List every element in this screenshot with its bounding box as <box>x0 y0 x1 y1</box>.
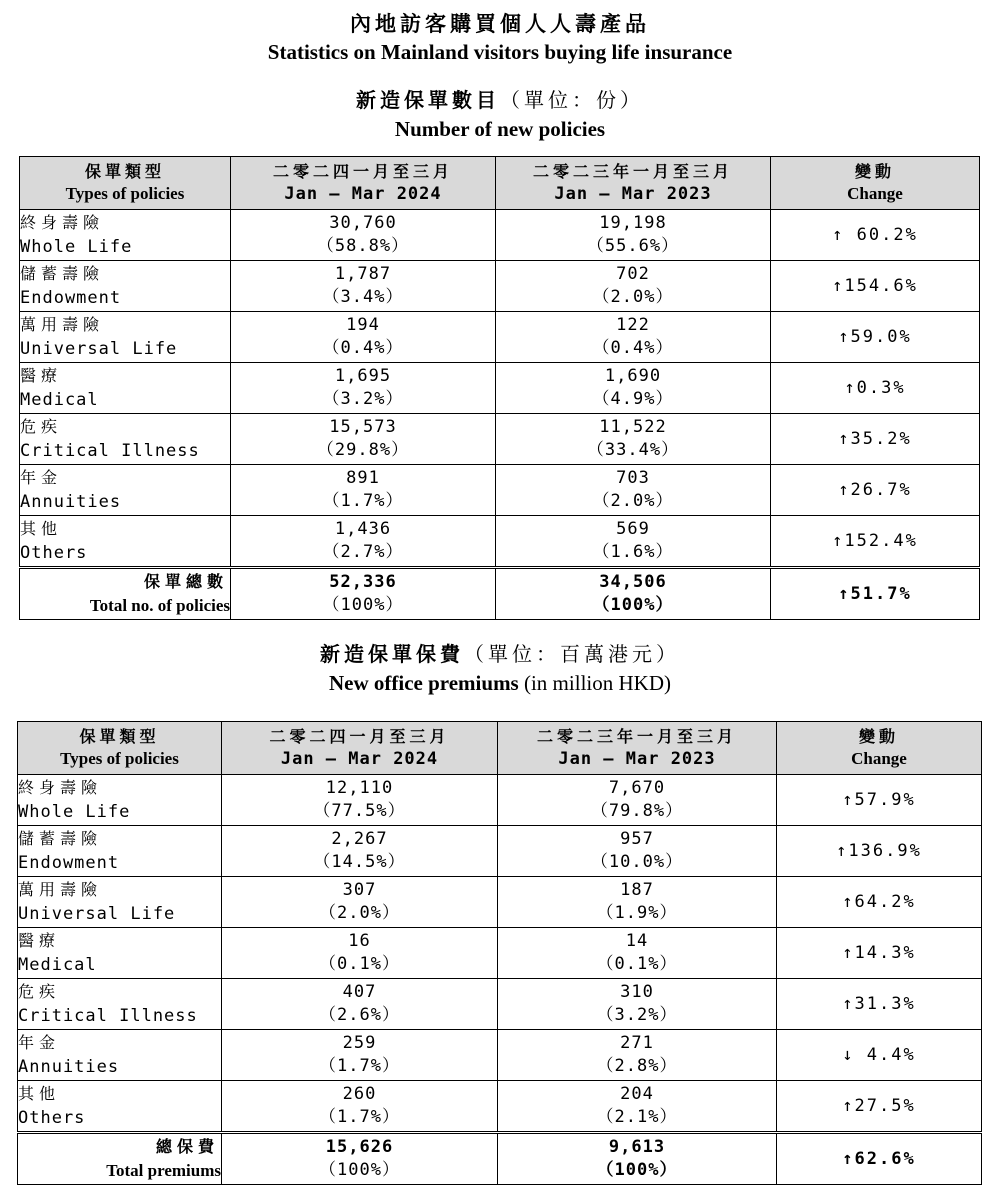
value-2023: 702 <box>616 264 650 284</box>
value-2023: 19,198 <box>599 213 667 233</box>
value-2024: 260 <box>342 1084 377 1104</box>
table-header-row <box>20 157 980 210</box>
value-2024: 307 <box>342 880 377 900</box>
col-header-change <box>771 157 980 210</box>
value-2023: 1,690 <box>604 366 662 386</box>
change-cell: ↑14.3% <box>777 928 982 979</box>
change-cell: ↑59.0% <box>771 312 980 363</box>
change-cell: ↑ 60.2% <box>771 210 980 261</box>
table-row <box>18 775 982 826</box>
policy-type-zh: 儲蓄壽險 <box>20 264 105 283</box>
policy-type-en: Universal Life <box>20 339 178 359</box>
value-2024: 16 <box>348 931 371 951</box>
col-header-type-zh: 保單類型 <box>79 727 160 746</box>
share-2023: （2.1%） <box>596 1107 678 1127</box>
total-label-en: Total no. of policies <box>89 596 230 615</box>
share-2024: （3.2%） <box>322 389 404 409</box>
table-row <box>20 465 980 516</box>
total-2024-cell <box>222 1133 498 1185</box>
share-2023: （2.0%） <box>592 491 674 511</box>
total-change-cell: ↑51.7% <box>771 568 980 620</box>
share-2024: （77.5%） <box>313 801 406 821</box>
policy-type-en: Critical Illness <box>20 441 200 461</box>
policy-type-en: Whole Life <box>18 802 131 822</box>
policy-type-cell <box>20 312 231 363</box>
table-row <box>18 979 982 1030</box>
share-2023: （0.1%） <box>596 954 678 974</box>
share-2024: （1.7%） <box>319 1107 400 1127</box>
policy-type-en: Others <box>18 1108 86 1128</box>
total-2023: 34,506 <box>599 572 667 592</box>
policy-type-cell <box>20 363 231 414</box>
share-2024: （0.1%） <box>319 954 400 974</box>
total-label-cell <box>20 568 231 620</box>
change-cell: ↑27.5% <box>777 1081 982 1133</box>
total-share-2024: （100%） <box>322 595 404 615</box>
value-2024: 12,110 <box>325 778 394 798</box>
col-header-2023-en: Jan – Mar 2023 <box>558 749 716 769</box>
value-2024-cell <box>231 210 496 261</box>
col-header-2024-en: Jan – Mar 2024 <box>284 184 442 204</box>
value-2023: 14 <box>625 931 649 951</box>
table-row <box>18 928 982 979</box>
table-row <box>20 312 980 363</box>
value-2024-cell <box>222 1081 498 1133</box>
value-2024: 407 <box>342 982 377 1002</box>
total-share-2024: （100%） <box>319 1160 400 1180</box>
col-header-2024-zh: 二零二四一月至三月 <box>272 162 453 181</box>
total-label-en: Total premiums <box>106 1161 221 1180</box>
page-title-block <box>0 8 1000 65</box>
col-header-change-en: Change <box>851 749 907 768</box>
value-2023: 187 <box>620 880 654 900</box>
change-cell: ↑152.4% <box>771 516 980 568</box>
value-2023-cell <box>496 210 771 261</box>
table-row <box>18 1030 982 1081</box>
value-2023: 703 <box>616 468 650 488</box>
premiums-heading-en: New office premiums (in million HKD) <box>329 671 671 695</box>
change-cell: ↑26.7% <box>771 465 980 516</box>
col-header-2024 <box>231 157 496 210</box>
col-header-change-zh: 變動 <box>858 727 899 746</box>
value-2024: 30,760 <box>329 213 397 233</box>
value-2024-cell <box>222 1030 498 1081</box>
value-2024-cell <box>222 877 498 928</box>
value-2023-cell <box>498 775 777 826</box>
col-header-type-en: Types of policies <box>65 184 185 203</box>
value-2023: 569 <box>616 519 650 539</box>
total-2024-cell <box>231 568 496 620</box>
total-2024: 52,336 <box>329 572 397 592</box>
share-2023: （2.8%） <box>596 1056 678 1076</box>
policy-type-zh: 儲蓄壽險 <box>18 829 103 848</box>
value-2024-cell <box>231 312 496 363</box>
total-2023-cell <box>496 568 771 620</box>
total-row <box>18 1133 982 1185</box>
policy-type-cell <box>18 979 222 1030</box>
total-change-cell: ↑62.6% <box>777 1133 982 1185</box>
value-2023: 122 <box>616 315 650 335</box>
share-2024: （29.8%） <box>316 440 410 460</box>
policy-type-cell <box>20 210 231 261</box>
share-2024: （2.0%） <box>319 903 400 923</box>
value-2024: 259 <box>342 1033 377 1053</box>
table-row <box>20 516 980 568</box>
premiums-table <box>17 721 982 1185</box>
change-cell: ↓ 4.4% <box>777 1030 982 1081</box>
value-2023-cell <box>498 979 777 1030</box>
policy-type-zh: 年金 <box>18 1033 61 1052</box>
value-2024: 2,267 <box>331 829 388 849</box>
col-header-change-zh: 變動 <box>854 162 895 181</box>
policy-type-zh: 醫療 <box>20 366 63 385</box>
value-2024-cell <box>222 775 498 826</box>
value-2023-cell <box>496 312 771 363</box>
policy-type-cell <box>18 928 222 979</box>
policies-heading-en: Number of new policies <box>394 117 606 141</box>
policy-type-zh: 萬用壽險 <box>18 880 103 899</box>
value-2024-cell <box>231 414 496 465</box>
policy-type-zh: 其他 <box>20 519 63 538</box>
value-2024: 891 <box>346 468 380 488</box>
page-title-en: Statistics on Mainland visitors buying life insurance <box>267 40 733 64</box>
policy-type-zh: 其他 <box>18 1084 61 1103</box>
col-header-type <box>18 722 222 775</box>
share-2023: （3.2%） <box>596 1005 678 1025</box>
total-2024: 15,626 <box>325 1137 394 1157</box>
share-2023: （2.0%） <box>592 287 674 307</box>
value-2024: 1,695 <box>334 366 392 386</box>
policy-type-cell <box>18 1081 222 1133</box>
total-share-2023: （100%） <box>596 1160 678 1180</box>
change-cell: ↑136.9% <box>777 826 982 877</box>
share-2023: （33.4%） <box>586 440 680 460</box>
page-title-zh: 內地訪客購買個人人壽產品 <box>350 11 650 36</box>
policy-type-en: Critical Illness <box>18 1006 198 1026</box>
col-header-type-zh: 保單類型 <box>84 162 165 181</box>
policy-type-cell <box>20 261 231 312</box>
policy-type-zh: 危疾 <box>18 982 61 1001</box>
table-header-row <box>18 722 982 775</box>
share-2024: （14.5%） <box>313 852 406 872</box>
policy-type-zh: 終身壽險 <box>18 778 103 797</box>
value-2024-cell <box>231 363 496 414</box>
table-row <box>20 210 980 261</box>
col-header-2024-zh: 二零二四一月至三月 <box>269 727 450 746</box>
policy-type-cell <box>20 465 231 516</box>
table-row <box>20 261 980 312</box>
policy-type-cell <box>18 826 222 877</box>
value-2024-cell <box>231 261 496 312</box>
total-label-cell <box>18 1133 222 1185</box>
change-cell: ↑0.3% <box>771 363 980 414</box>
value-2024: 1,787 <box>334 264 392 284</box>
total-label-zh: 總保費 <box>155 1137 219 1156</box>
col-header-2023-zh: 二零二三年一月至三月 <box>536 727 737 746</box>
policies-table <box>19 156 980 620</box>
col-header-2023 <box>496 157 771 210</box>
value-2023: 957 <box>620 829 654 849</box>
value-2024-cell <box>222 826 498 877</box>
share-2024: （1.7%） <box>319 1056 400 1076</box>
table-row <box>18 1081 982 1133</box>
value-2023-cell <box>498 928 777 979</box>
value-2023-cell <box>496 363 771 414</box>
value-2024: 194 <box>346 315 380 335</box>
table-row <box>20 414 980 465</box>
policy-type-cell <box>18 775 222 826</box>
col-header-change <box>777 722 982 775</box>
premiums-heading <box>0 638 1000 696</box>
policies-heading-zh: 新造保單數目（單位：份） <box>356 88 644 112</box>
share-2024: （0.4%） <box>322 338 404 358</box>
col-header-type <box>20 157 231 210</box>
policy-type-en: Whole Life <box>20 237 133 257</box>
total-2023-cell <box>498 1133 777 1185</box>
policy-type-cell <box>18 1030 222 1081</box>
value-2023: 310 <box>620 982 654 1002</box>
change-cell: ↑57.9% <box>777 775 982 826</box>
premiums-heading-zh: 新造保單保費（單位：百萬港元） <box>320 642 680 666</box>
share-2023: （1.6%） <box>592 542 674 562</box>
policy-type-en: Endowment <box>20 288 122 308</box>
share-2024: （2.6%） <box>319 1005 400 1025</box>
value-2024: 1,436 <box>334 519 392 539</box>
col-header-type-en: Types of policies <box>60 749 179 768</box>
col-header-2023-zh: 二零二三年一月至三月 <box>532 162 733 181</box>
value-2024-cell <box>231 465 496 516</box>
share-2023: （0.4%） <box>592 338 674 358</box>
share-2024: （1.7%） <box>322 491 404 511</box>
value-2024-cell <box>222 928 498 979</box>
share-2024: （2.7%） <box>322 542 404 562</box>
value-2024-cell <box>231 516 496 568</box>
policy-type-en: Annuities <box>20 492 122 512</box>
value-2024-cell <box>222 979 498 1030</box>
share-2024: （3.4%） <box>322 287 404 307</box>
value-2023-cell <box>496 516 771 568</box>
change-cell: ↑64.2% <box>777 877 982 928</box>
total-row <box>20 568 980 620</box>
value-2023-cell <box>498 1081 777 1133</box>
share-2023: （55.6%） <box>586 236 680 256</box>
col-header-2024 <box>222 722 498 775</box>
col-header-change-en: Change <box>847 184 903 203</box>
value-2023: 271 <box>620 1033 654 1053</box>
policy-type-en: Annuities <box>18 1057 120 1077</box>
value-2023: 204 <box>620 1084 654 1104</box>
total-label-zh: 保單總數 <box>143 572 228 591</box>
policies-heading <box>0 84 1000 142</box>
policy-type-cell <box>20 414 231 465</box>
table-row <box>18 826 982 877</box>
value-2023-cell <box>498 877 777 928</box>
share-2023: （79.8%） <box>590 801 684 821</box>
value-2023: 7,670 <box>608 778 666 798</box>
share-2023: （10.0%） <box>590 852 684 872</box>
value-2023-cell <box>498 1030 777 1081</box>
share-2023: （1.9%） <box>596 903 678 923</box>
value-2023-cell <box>496 414 771 465</box>
policy-type-en: Endowment <box>18 853 120 873</box>
value-2024: 15,573 <box>329 417 397 437</box>
value-2023-cell <box>496 261 771 312</box>
table-row <box>18 877 982 928</box>
total-share-2023: （100%） <box>592 595 674 615</box>
policy-type-en: Others <box>20 543 88 563</box>
policy-type-en: Medical <box>20 390 99 410</box>
col-header-2024-en: Jan – Mar 2024 <box>280 749 439 769</box>
total-2023: 9,613 <box>608 1137 666 1157</box>
share-2023: （4.9%） <box>592 389 674 409</box>
policy-type-zh: 危疾 <box>20 417 63 436</box>
policy-type-en: Universal Life <box>18 904 176 924</box>
change-cell: ↑154.6% <box>771 261 980 312</box>
policy-type-cell <box>18 877 222 928</box>
policy-type-zh: 醫療 <box>18 931 61 950</box>
value-2023-cell <box>496 465 771 516</box>
table-row <box>20 363 980 414</box>
col-header-2023 <box>498 722 777 775</box>
share-2024: （58.8%） <box>316 236 410 256</box>
policy-type-zh: 終身壽險 <box>20 213 105 232</box>
value-2023: 11,522 <box>599 417 667 437</box>
policy-type-cell <box>20 516 231 568</box>
policy-type-zh: 年金 <box>20 468 63 487</box>
policy-type-en: Medical <box>18 955 97 975</box>
col-header-2023-en: Jan – Mar 2023 <box>554 184 712 204</box>
policy-type-zh: 萬用壽險 <box>20 315 105 334</box>
change-cell: ↑35.2% <box>771 414 980 465</box>
value-2023-cell <box>498 826 777 877</box>
change-cell: ↑31.3% <box>777 979 982 1030</box>
